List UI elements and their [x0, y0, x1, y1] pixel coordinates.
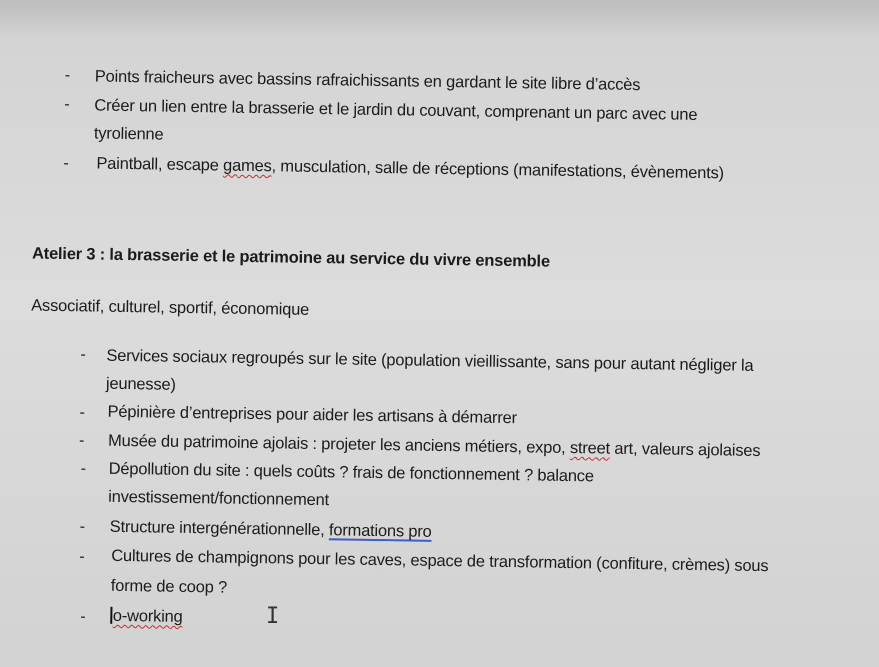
text-cursor: [110, 607, 112, 624]
bullet-dash: -: [64, 67, 71, 85]
spellcheck-word: street: [569, 439, 611, 458]
list-item: Pépinière d’entreprises pour aider les artisans à démarrer: [107, 402, 518, 428]
list-item-continued: tyrolienne: [93, 124, 164, 144]
bullet-dash: -: [79, 548, 85, 566]
bullet-dash: -: [80, 460, 87, 478]
bullet-dash: -: [78, 432, 85, 450]
list-item: Dépollution du site : quels coûts ? frais de fonctionnement ? balance: [108, 459, 594, 486]
list-item: Paintball, escape games, musculation, salle de réceptions (manifestations, évènements): [96, 154, 725, 183]
list-item: Services sociaux regroupés sur le site (population vieillissante, sans pour autant négliger la: [106, 346, 754, 375]
list-item: Musée du patrimoine ajolais : projeter les anciens métiers, expo, street art, valeurs ajolaises: [107, 431, 761, 460]
list-item-continued: investissement/fonctionnement: [108, 487, 330, 510]
spellcheck-word: o-working: [112, 606, 183, 626]
bullet-dash: -: [79, 404, 85, 422]
section-heading: Atelier 3 : la brasserie et le patrimoine au service du vivre ensemble: [31, 244, 551, 271]
bullet-dash: -: [64, 96, 70, 114]
list-item: Structure intergénérationnelle, formations pro: [109, 517, 432, 541]
list-item-continued: forme de coop ?: [110, 576, 228, 597]
list-item: Cultures de champignons pour les caves, espace de transformation (confiture, crèmes) sous: [111, 546, 769, 576]
list-item: [110, 607, 183, 627]
list-item-continued: jeunesse): [105, 374, 176, 394]
spellcheck-word: games: [222, 156, 272, 176]
bullet-dash: -: [63, 155, 69, 173]
bullet-dash: -: [79, 518, 86, 536]
section-subheading: Associatif, culturel, sportif, économique: [31, 296, 310, 319]
bullet-dash: -: [80, 608, 86, 626]
grammar-underlined-phrase: formations pro: [328, 521, 432, 541]
mouse-ibeam-icon: I: [266, 604, 280, 629]
bullet-dash: -: [80, 346, 86, 364]
list-item: Créer un lien entre la brasserie et le jardin du couvant, comprenant un parc avec une: [94, 96, 698, 124]
list-item: Points fraicheurs avec bassins rafraichissants en gardant le site libre d’accès: [94, 67, 641, 95]
